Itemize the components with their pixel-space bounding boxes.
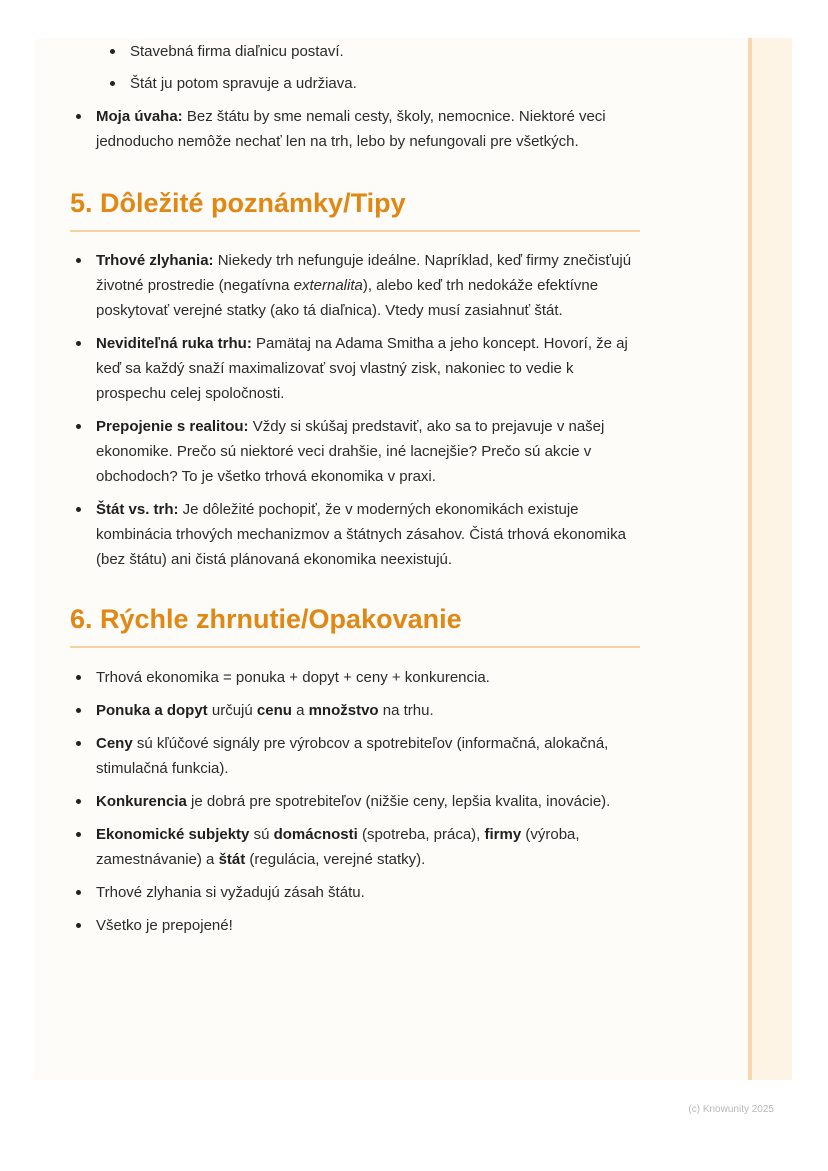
item-bold: firmy [484, 826, 522, 843]
list-item: Štát ju potom spravuje a udržiava. [104, 71, 640, 96]
reflection-list-main [70, 104, 640, 154]
reflection-list [70, 38, 640, 96]
item-label: Trhové zlyhania: [96, 252, 214, 269]
list-item: Trhová ekonomika = ponuka + dopyt + ceny + konkurencia. [70, 665, 640, 690]
item-text: (výroba, zamestnávanie) a [96, 826, 580, 868]
item-text: Vždy si skúšaj predstaviť, ako sa to prejavuje v našej ekonomike. Prečo sú niektoré veci drahšie, iné lacnejšie? Prečo sú akcie v obchodoch? To je všetko trhová ekonomika v praxi. [96, 418, 605, 485]
item-label: Prepojenie s realitou: [96, 418, 249, 435]
list-item [70, 789, 640, 814]
item-text: a [291, 702, 309, 719]
item-bold: Ekonomické subjekty [96, 826, 250, 843]
item-label: Štát vs. trh: [96, 501, 179, 518]
item-text: na trhu. [378, 702, 434, 719]
item-text: sú [249, 826, 274, 843]
list-item [70, 731, 640, 781]
reflection-text: Bez štátu by sme nemali cesty, školy, nemocnice. Niektoré veci jednoducho nemôže nechať len na trh, lebo by nefungovali pre všetkých. [96, 108, 606, 150]
list-item: Trhové zlyhania si vyžadujú zásah štátu. [70, 880, 640, 905]
list-item [70, 331, 640, 406]
list-item [70, 414, 640, 489]
item-label: Neviditeľná ruka trhu: [96, 335, 252, 352]
copyright-footer: (c) Knowunity 2025 [688, 1104, 774, 1115]
reflection-item [70, 104, 640, 154]
section5-heading: 5. Dôležité poznámky/Tipy [70, 186, 640, 232]
list-item [70, 497, 640, 572]
item-text: Je dôležité pochopiť, že v moderných ekonomikách existuje kombinácia trhových mechanizmov a štátnych zásahov. Čistá trhová ekonomika (bez štátu) ani čistá plánovaná ekonomika neexistujú. [96, 501, 626, 568]
list-item: Stavebná firma diaľnicu postaví. [104, 39, 640, 64]
item-text: Pamätaj na Adama Smitha a jeho koncept. Hovorí, že aj keď sa každý snaží maximalizovať svoj vlastný zisk, nakoniec to vedie k prospechu celej spoločnosti. [96, 335, 628, 402]
tips-list [70, 248, 640, 572]
list-item: Všetko je prepojené! [70, 913, 640, 938]
item-bold: cenu [256, 702, 292, 719]
side-margin-strip [748, 38, 792, 1080]
item-bold: Konkurencia [96, 793, 187, 810]
item-text: sú kľúčové signály pre výrobcov a spotrebiteľov (informačná, alokačná, stimulačná funkcia). [96, 735, 609, 777]
item-text: (spotreba, práca), [357, 826, 485, 843]
item-bold: množstvo [308, 702, 379, 719]
list-item [70, 248, 640, 323]
summary-list [70, 665, 640, 938]
item-text: Niekedy trh nefunguje ideálne. Napríklad, keď firmy znečisťujú životné prostredie (negatívna [96, 252, 632, 294]
section6-heading: 6. Rýchle zhrnutie/Opakovanie [70, 602, 640, 648]
item-text: je dobrá pre spotrebiteľov (nižšie ceny, lepšia kvalita, inovácie). [186, 793, 611, 810]
item-bold: štát [218, 851, 246, 868]
item-italic: externalita [293, 277, 363, 294]
item-text: ), alebo keď trh nedokáže efektívne poskytovať verejné statky (ako tá diaľnica). Vtedy musí zasiahnuť štát. [96, 277, 599, 319]
item-bold: Ponuka a dopyt [96, 702, 208, 719]
item-text: (regulácia, verejné statky). [245, 851, 426, 868]
list-item-container [70, 38, 640, 96]
document-content [70, 38, 640, 946]
sub-bullet-list [70, 38, 640, 96]
item-text: určujú [207, 702, 257, 719]
item-bold: domácnosti [273, 826, 358, 843]
list-item [70, 698, 640, 723]
reflection-label: Moja úvaha: [96, 108, 183, 125]
list-item [70, 822, 640, 872]
item-bold: Ceny [96, 735, 133, 752]
